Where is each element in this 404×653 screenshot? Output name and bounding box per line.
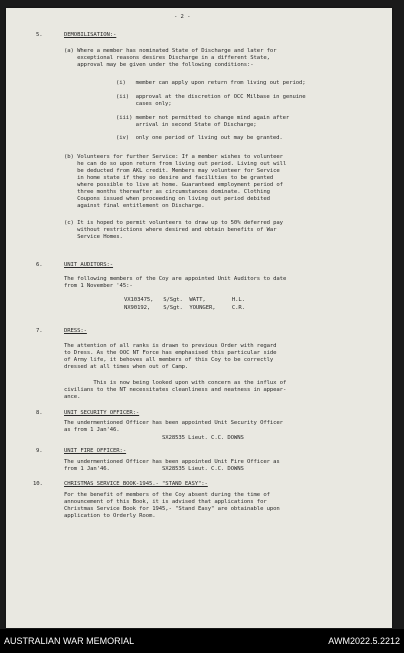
s6-line: The following members of the Coy are appointed Unit Auditors to date: [64, 276, 287, 282]
section-5-heading: DEMOBILISATION:-: [64, 32, 117, 38]
s8-line: The undermentioned Officer has been appointed Unit Security Officer: [64, 420, 283, 426]
s5-condition: (iii) member not permitted to change mind again after: [116, 115, 290, 121]
s5-b-line: (b) Volunteers for further Service: If a member wishes to volunteer: [64, 154, 283, 160]
s5-a-line: (a) Where a member has nominated State of Discharge and later for: [64, 48, 277, 54]
footer-accession-number: AWM2022.5.2212: [328, 636, 400, 646]
section-7-number: 7.: [36, 328, 43, 334]
page-number: - 2 -: [174, 14, 191, 20]
section-6-heading: UNIT AUDITORS:-: [64, 262, 114, 268]
s6-line: from 1 November '45:-: [64, 283, 133, 289]
s5-b-line: in home state if they so desire and facilities to be granted: [64, 175, 274, 181]
section-7-heading: DRESS:-: [64, 328, 87, 334]
section-10-heading: CHRISTMAS SERVICE BOOK-1945.- "STAND EASY":-: [64, 481, 208, 487]
s5-c-line: Service Homes.: [64, 234, 123, 240]
s6-member: VX103475, S/Sgt. WATT, H.L.: [124, 297, 245, 303]
s5-b-line: three months thereafter as circumstances dominate. Clothing: [64, 189, 270, 195]
s7-line: to Dress. As the OOC NT Force has emphasised this particular side: [64, 350, 277, 356]
s5-b-line: where possible to live at home. Guaranteed employment period of: [64, 182, 283, 188]
section-9-number: 9.: [36, 448, 43, 454]
s10-line: Christmas Service Book for 1945,- "Stand Easy" are obtainable upon: [64, 506, 280, 512]
s7-line: ance.: [64, 394, 81, 400]
section-8-heading: UNIT SECURITY OFFICER:-: [64, 410, 140, 416]
s10-line: For the benefit of members of the Coy absent during the time of: [64, 492, 270, 498]
s8-line: as from 1 Jan'46.: [64, 427, 120, 433]
archive-footer: [0, 629, 404, 653]
s7-line: of Army life, it behoves all members of this Coy to be correctly: [64, 357, 274, 363]
s5-b-line: he can do so upon return from living out period. Living out will: [64, 161, 287, 167]
document-page: [6, 8, 392, 628]
section-8-number: 8.: [36, 410, 43, 416]
s7-line: The attention of all ranks is drawn to previous Order with regard: [64, 343, 277, 349]
s5-condition: cases only;: [116, 101, 172, 107]
section-6-number: 6.: [36, 262, 43, 268]
s5-a-line: approval may be given under the following conditions:-: [64, 62, 254, 68]
s7-line: civilians to the NT necessitates cleanliness and neatness in appear-: [64, 387, 287, 393]
section-9-heading: UNIT FIRE OFFICER:-: [64, 448, 127, 454]
s6-member: NX90192, S/Sgt. YOUNGER, C.R.: [124, 305, 245, 311]
section-10-number: 10.: [33, 481, 43, 487]
footer-institution: AUSTRALIAN WAR MEMORIAL: [4, 636, 135, 646]
s5-a-line: exceptional reasons desires Discharge in a different State,: [64, 55, 270, 61]
s5-condition: arrival in second State of Discharge;: [116, 122, 257, 128]
s5-condition: (i) member can apply upon return from living out period;: [116, 80, 306, 86]
s5-c-line: (c) It is hoped to permit volunteers to draw up to 50% deferred pay: [64, 220, 283, 226]
section-5-number: 5.: [36, 32, 43, 38]
s5-condition: (ii) approval at the discretion of OCC Milbase in genuine: [116, 94, 306, 100]
s9-line: from 1 Jan'46. SX28535 Lieut. C.C. DOWNS: [64, 466, 244, 472]
s5-b-line: Coupons issued when proceeding on living out period debited: [64, 196, 270, 202]
s7-line: dressed at all times when out of Camp.: [64, 364, 189, 370]
s10-line: application to Orderly Room.: [64, 513, 156, 519]
s5-c-line: without restrictions where desired and obtain benefits of War: [64, 227, 277, 233]
s8-signature: SX28535 Lieut. C.C. DOWNS: [64, 435, 244, 441]
s5-b-line: be deducted from AKL credit. Members may volunteer for Service: [64, 168, 280, 174]
s5-condition: (iv) only one period of living out may be granted.: [116, 135, 283, 141]
s5-b-line: against final entitlement on Discharge.: [64, 203, 205, 209]
s10-line: announcement of this Book, it is advised that applications for: [64, 499, 267, 505]
s9-line: The undermentioned Officer has been appointed Unit Fire Officer as: [64, 459, 280, 465]
s7-line: This is now being looked upon with concern as the influx of: [64, 380, 287, 386]
